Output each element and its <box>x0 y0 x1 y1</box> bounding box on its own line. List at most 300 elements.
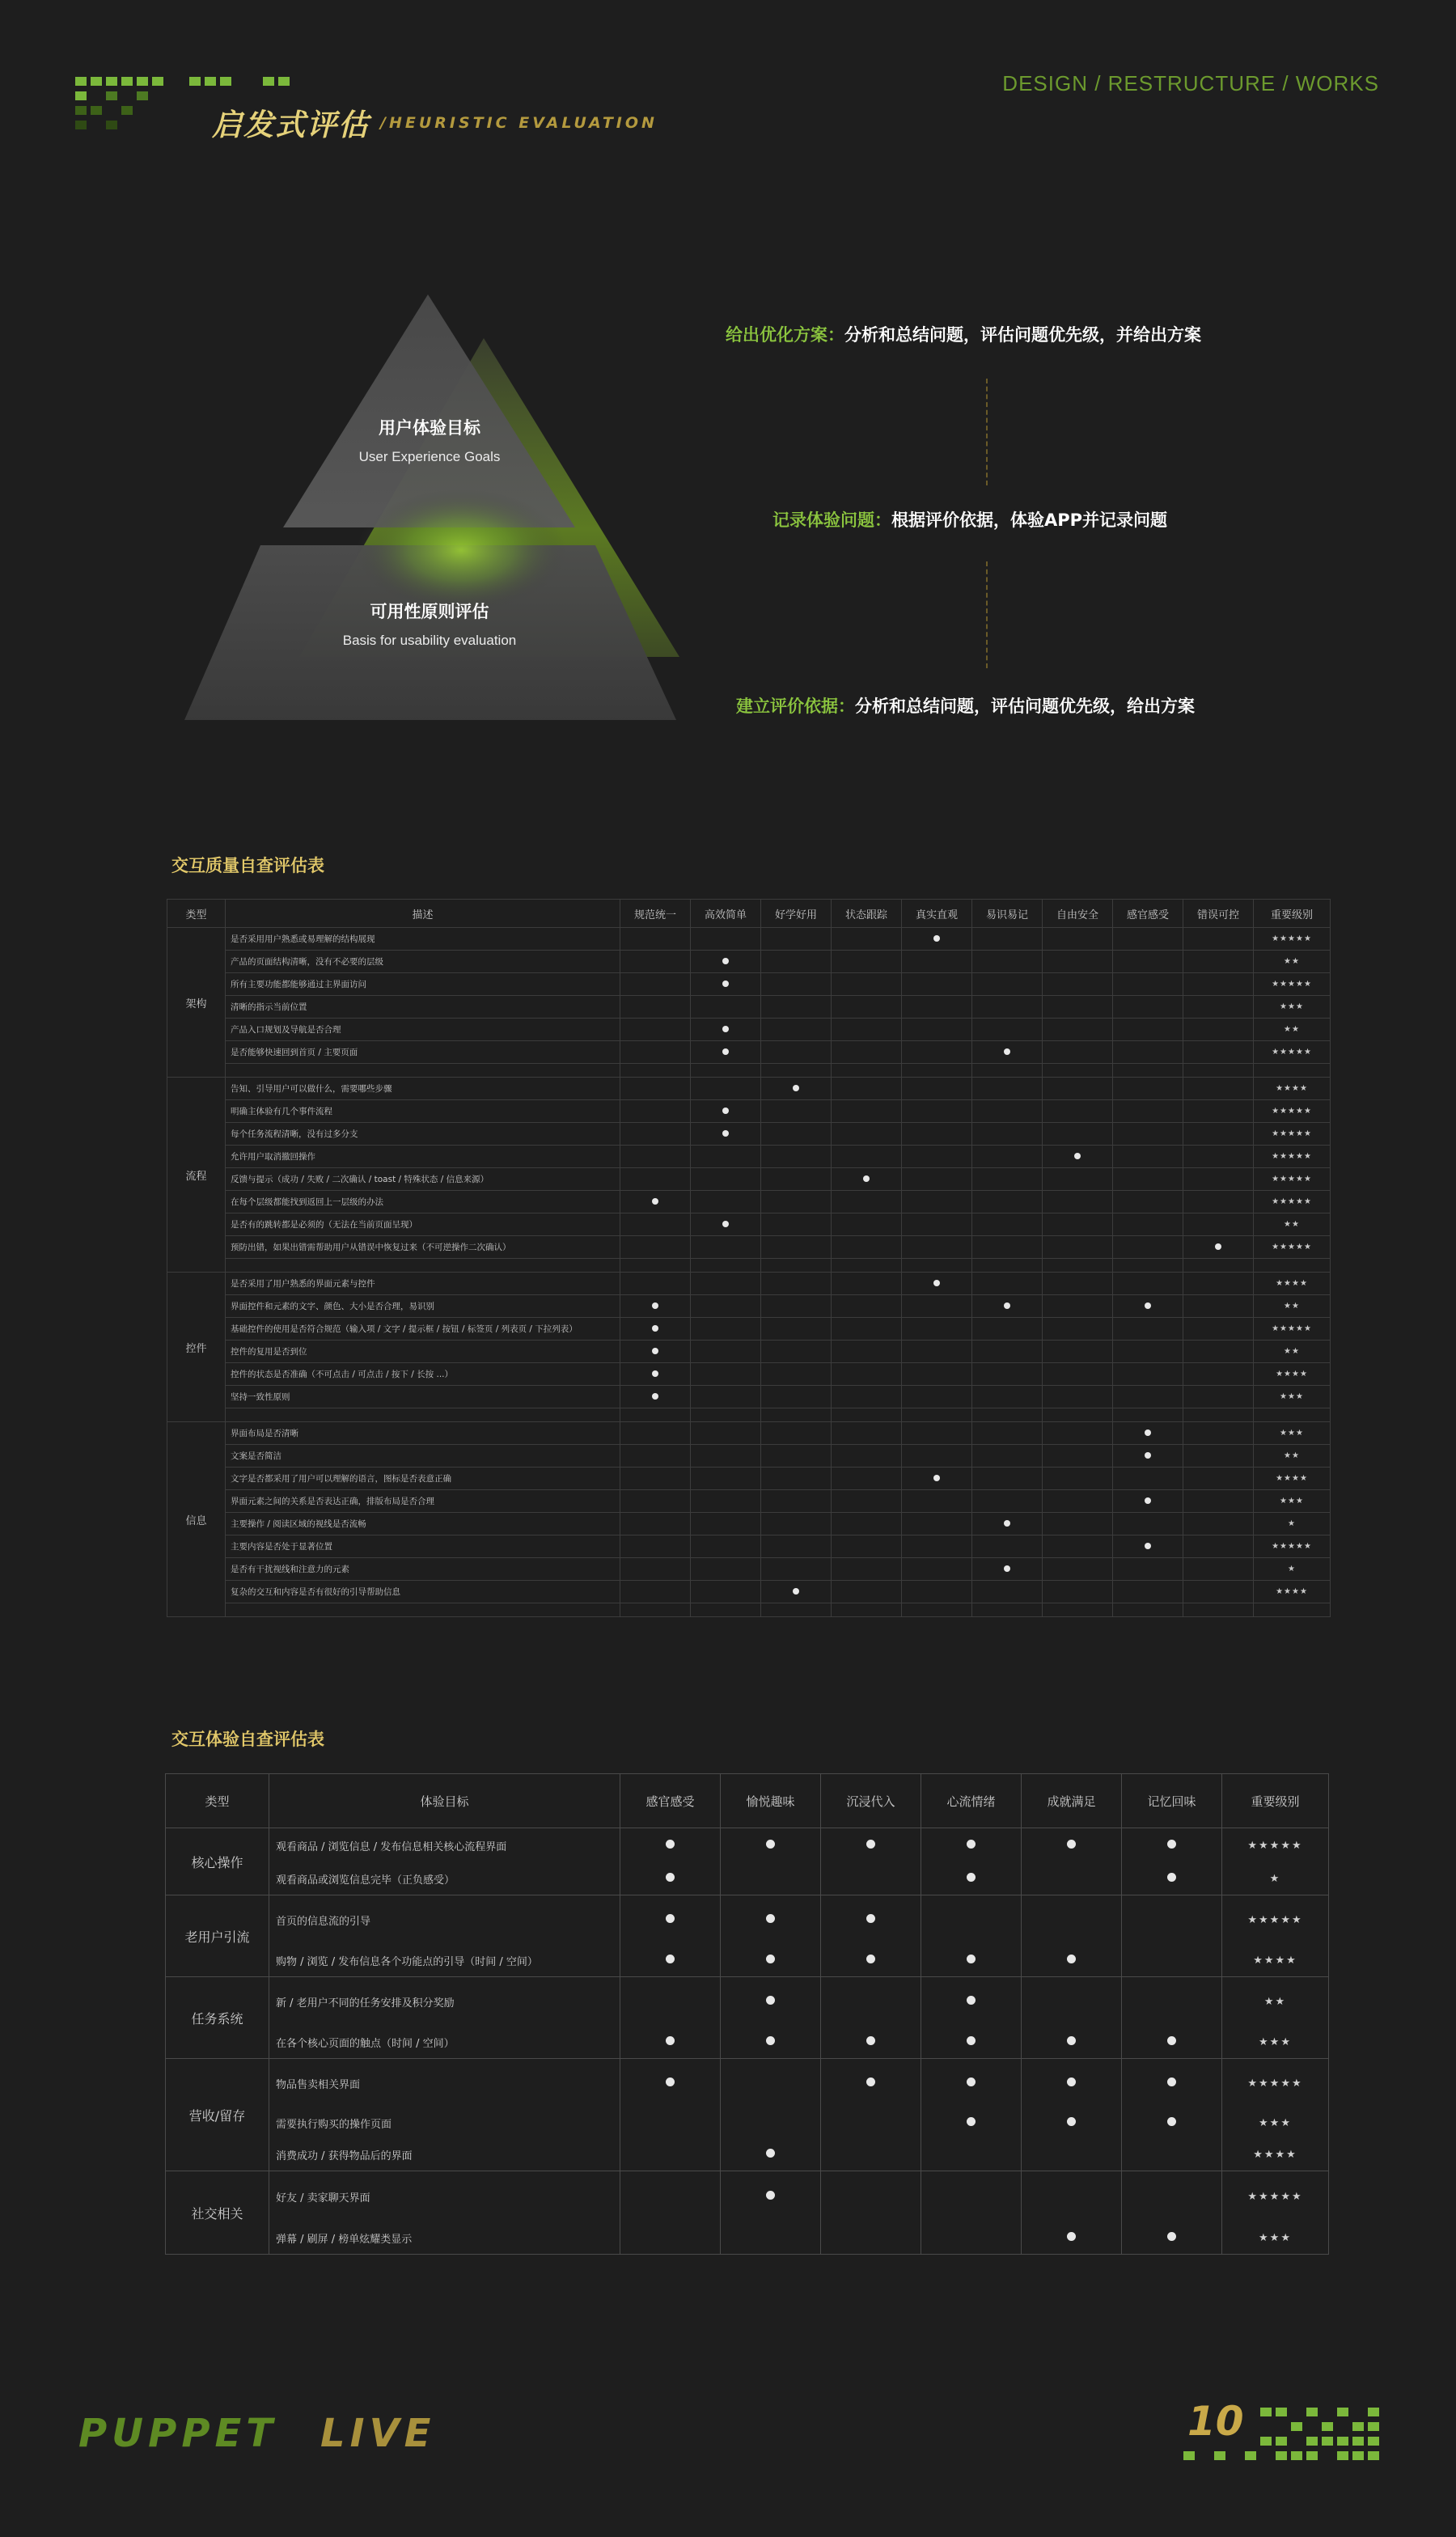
check-dot-icon <box>967 1996 976 2005</box>
table1-cell <box>761 1019 832 1041</box>
table1-cell <box>1113 1513 1183 1535</box>
table2-cell <box>821 2221 921 2255</box>
table1-cell <box>761 1445 832 1468</box>
table2-cell <box>1122 1895 1222 1945</box>
pyramid-bottom-label <box>268 599 591 649</box>
table1-desc: 产品的页面结构清晰，没有不必要的层级 <box>226 951 620 973</box>
table1-cell <box>972 1422 1043 1445</box>
table1-cell <box>691 1341 761 1363</box>
table2-cell <box>821 1862 921 1895</box>
table1-cell <box>691 1168 761 1191</box>
table1-header: 规范统一 <box>620 900 691 928</box>
table1-cell <box>1113 1581 1183 1603</box>
table1-cell <box>972 1558 1043 1581</box>
page-title: 启发式评估 <box>212 108 370 142</box>
table1-desc: 允许用户取消撤回操作 <box>226 1146 620 1168</box>
table1-cell <box>1183 973 1254 996</box>
table1-cell <box>1183 1558 1254 1581</box>
table1-desc: 在每个层级都能找到返回上一层级的办法 <box>226 1191 620 1213</box>
pyramid-graphic <box>162 283 696 736</box>
importance-stars: ★★★ <box>1222 2107 1329 2138</box>
table1-desc: 界面元素之间的关系是否表达正确，排版布局是否合理 <box>226 1490 620 1513</box>
table1-cell <box>832 1168 902 1191</box>
check-dot-icon <box>1167 2232 1176 2241</box>
table2-cell <box>821 2026 921 2059</box>
table1-spacer-cell <box>1183 1603 1254 1617</box>
table1-desc: 每个任务流程清晰，没有过多分支 <box>226 1123 620 1146</box>
table1-cell <box>1113 951 1183 973</box>
check-dot-icon <box>866 1914 875 1923</box>
table1-spacer-cell <box>972 1259 1043 1273</box>
table1-cell <box>1183 1386 1254 1408</box>
table1-cell <box>1113 1236 1183 1259</box>
table1-cell <box>761 1341 832 1363</box>
table1-spacer-cell <box>1043 1064 1113 1078</box>
table1-spacer-cell <box>832 1408 902 1422</box>
table2-cell <box>921 1862 1022 1895</box>
table-row <box>167 1513 1331 1535</box>
table1-cell <box>1113 1213 1183 1236</box>
table1-cell <box>620 1468 691 1490</box>
table1-cell <box>1043 1468 1113 1490</box>
table1-cell <box>620 951 691 973</box>
table1-spacer-cell <box>1183 1064 1254 1078</box>
table1-cell <box>691 1581 761 1603</box>
table1-cell <box>1183 1513 1254 1535</box>
table-row <box>167 1273 1331 1295</box>
table1-cell <box>1113 1191 1183 1213</box>
table1-title: 交互质量自查评估表 <box>171 856 324 875</box>
table-row <box>167 1123 1331 1146</box>
table1-spacer-cell <box>902 1064 972 1078</box>
table1-cell <box>1113 1558 1183 1581</box>
importance-stars: ★★★★★ <box>1254 1236 1331 1259</box>
table1-header: 真实直观 <box>902 900 972 928</box>
table1-spacer-cell <box>1113 1603 1183 1617</box>
table1-cell <box>1043 951 1113 973</box>
check-dot-icon <box>1004 1520 1010 1527</box>
table2-cell <box>1022 2138 1122 2171</box>
table1-cell <box>972 1100 1043 1123</box>
table2-cell <box>721 1828 821 1863</box>
table1-cell <box>620 1363 691 1386</box>
importance-stars: ★ <box>1254 1558 1331 1581</box>
table1-header: 重要级别 <box>1254 900 1331 928</box>
table1-desc: 是否能够快速回到首页 / 主要页面 <box>226 1041 620 1064</box>
table2-cell <box>721 1944 821 1977</box>
table1-cell <box>1043 1213 1113 1236</box>
table1-spacer-row <box>167 1259 1331 1273</box>
table2-cell <box>821 1895 921 1945</box>
table1-cell <box>691 1558 761 1581</box>
table1-spacer-cell <box>1113 1408 1183 1422</box>
importance-stars: ★★★★ <box>1254 1363 1331 1386</box>
table1-cell <box>902 1213 972 1236</box>
table1-cell <box>1183 1191 1254 1213</box>
table1-cell <box>902 1422 972 1445</box>
table1-cell <box>832 973 902 996</box>
check-dot-icon <box>766 2149 775 2158</box>
table2-cell <box>1122 1862 1222 1895</box>
table1-spacer-cell <box>1043 1259 1113 1273</box>
table1-spacer-cell <box>1254 1603 1331 1617</box>
table1-cell <box>972 1468 1043 1490</box>
table1-cell <box>1113 1535 1183 1558</box>
importance-stars: ★★★★ <box>1222 2138 1329 2171</box>
table-row <box>166 2026 1329 2059</box>
table1-cell <box>691 1041 761 1064</box>
table1-cell <box>1043 1535 1113 1558</box>
footer-brand-live: LIVE <box>320 2411 436 2456</box>
check-dot-icon <box>933 1280 940 1286</box>
check-dot-icon <box>666 2036 675 2045</box>
check-dot-icon <box>967 2117 976 2126</box>
interaction-experience-table <box>165 1773 1329 2255</box>
header-breadcrumb: DESIGN / RESTRUCTURE / WORKS <box>1002 71 1379 95</box>
table1-cell <box>691 1363 761 1386</box>
table1-cell <box>972 1535 1043 1558</box>
table-row <box>167 1295 1331 1318</box>
table1-cell <box>761 1041 832 1064</box>
table2-cell <box>1022 2059 1122 2108</box>
check-dot-icon <box>967 2036 976 2045</box>
table2-cell <box>1022 2221 1122 2255</box>
table1-cell <box>832 1490 902 1513</box>
table1-spacer-cell <box>902 1259 972 1273</box>
table2-header: 感官感受 <box>620 1774 721 1828</box>
table2-category: 老用户引流 <box>166 1895 269 1977</box>
table2-cell <box>821 1828 921 1863</box>
table1-desc: 界面控件和元素的文字、颜色、大小是否合理，易识别 <box>226 1295 620 1318</box>
step-record: 记录体验问题：根据评价依据，体验APP并记录问题 <box>772 510 1168 530</box>
table-row <box>167 1422 1331 1445</box>
check-dot-icon <box>1067 2036 1076 2045</box>
check-dot-icon <box>766 2036 775 2045</box>
table2-cell <box>821 1944 921 1977</box>
table1-cell <box>902 1581 972 1603</box>
table1-spacer-cell <box>761 1408 832 1422</box>
table1-desc: 告知、引导用户可以做什么，需要哪些步骤 <box>226 1078 620 1100</box>
table1-cell <box>761 1078 832 1100</box>
check-dot-icon <box>1167 1873 1176 1882</box>
table2-cell <box>921 1977 1022 2027</box>
table1-spacer-cell <box>620 1408 691 1422</box>
table1-cell <box>902 996 972 1019</box>
check-dot-icon <box>1074 1153 1081 1159</box>
importance-stars: ★★ <box>1254 1341 1331 1363</box>
table1-spacer-cell <box>691 1603 761 1617</box>
table1-spacer-cell <box>1254 1408 1331 1422</box>
table1-desc: 所有主要功能都能够通过主界面访问 <box>226 973 620 996</box>
table-row <box>167 973 1331 996</box>
table2-cell <box>721 1862 821 1895</box>
table2-desc: 弹幕 / 刷屏 / 榜单炫耀类显示 <box>269 2221 620 2255</box>
table1-desc: 主要内容是否处于显著位置 <box>226 1535 620 1558</box>
table2-header: 类型 <box>166 1774 269 1828</box>
table1-spacer-cell <box>620 1603 691 1617</box>
table1-cell <box>832 1468 902 1490</box>
table2-cell <box>821 2059 921 2108</box>
table1-cell <box>761 1213 832 1236</box>
table-row <box>167 1191 1331 1213</box>
check-dot-icon <box>1145 1543 1151 1549</box>
table1-cell <box>832 928 902 951</box>
table2-cell <box>1122 2138 1222 2171</box>
importance-stars: ★★★★★ <box>1254 1535 1331 1558</box>
table1-spacer-cell <box>691 1259 761 1273</box>
table2-cell <box>721 2171 821 2222</box>
table1-cell <box>972 1236 1043 1259</box>
table1-header: 描述 <box>226 900 620 928</box>
table1-cell <box>620 1386 691 1408</box>
table1-cell <box>972 951 1043 973</box>
check-dot-icon <box>967 2077 976 2086</box>
table1-cell <box>1043 1363 1113 1386</box>
table1-cell <box>1043 1078 1113 1100</box>
check-dot-icon <box>652 1393 658 1400</box>
table1-cell <box>1043 1273 1113 1295</box>
table1-cell <box>832 1123 902 1146</box>
pyramid-top-label <box>268 415 591 465</box>
table1-cell <box>1183 1581 1254 1603</box>
table1-cell <box>691 1078 761 1100</box>
importance-stars: ★★★ <box>1254 1422 1331 1445</box>
table1-cell <box>972 928 1043 951</box>
table1-cell <box>691 1295 761 1318</box>
check-dot-icon <box>1215 1243 1221 1250</box>
importance-stars: ★★★★★ <box>1254 1123 1331 1146</box>
table1-cell <box>832 1318 902 1341</box>
table1-cell <box>1043 1019 1113 1041</box>
table2-cell <box>620 1977 721 2027</box>
table1-cell <box>620 1341 691 1363</box>
table2-cell <box>821 1977 921 2027</box>
table1-spacer-row <box>167 1603 1331 1617</box>
importance-stars: ★ <box>1222 1862 1329 1895</box>
table1-cell <box>691 1468 761 1490</box>
table1-header: 感官感受 <box>1113 900 1183 928</box>
table1-cell <box>902 1386 972 1408</box>
table2-desc: 消费成功 / 获得物品后的界面 <box>269 2138 620 2171</box>
table1-cell <box>902 1191 972 1213</box>
check-dot-icon <box>666 1873 675 1882</box>
table-row <box>167 1019 1331 1041</box>
step-basis: 建立评价依据：分析和总结问题，评估问题优先级，给出方案 <box>736 697 1195 716</box>
table-row <box>167 1468 1331 1490</box>
table1-cell <box>972 1386 1043 1408</box>
table2-cell <box>921 1944 1022 1977</box>
table1-cell <box>1183 1168 1254 1191</box>
table1-cell <box>691 1236 761 1259</box>
table1-cell <box>1113 996 1183 1019</box>
importance-stars: ★★ <box>1254 1213 1331 1236</box>
check-dot-icon <box>967 1840 976 1849</box>
check-dot-icon <box>866 2036 875 2045</box>
table1-category: 信息 <box>167 1422 226 1617</box>
table1-cell <box>972 1041 1043 1064</box>
table1-cell <box>832 1445 902 1468</box>
check-dot-icon <box>933 1475 940 1481</box>
table1-cell <box>972 996 1043 1019</box>
pyramid-bottom-en: Basis for usability evaluation <box>342 633 517 648</box>
table1-cell <box>691 1019 761 1041</box>
table1-desc: 复杂的交互和内容是否有很好的引导帮助信息 <box>226 1581 620 1603</box>
table1-spacer-cell <box>226 1259 620 1273</box>
importance-stars: ★★★★ <box>1254 1078 1331 1100</box>
table2-header: 沉浸代入 <box>821 1774 921 1828</box>
importance-stars: ★★ <box>1254 1019 1331 1041</box>
table2-category: 营收/留存 <box>166 2059 269 2171</box>
table1-spacer-cell <box>761 1603 832 1617</box>
table2-cell <box>921 2026 1022 2059</box>
check-dot-icon <box>722 1026 729 1032</box>
table1-spacer-cell <box>1183 1259 1254 1273</box>
table2-header: 愉悦趣味 <box>721 1774 821 1828</box>
table2-cell <box>921 2059 1022 2108</box>
table1-cell <box>972 1318 1043 1341</box>
check-dot-icon <box>766 1996 775 2005</box>
table1-cell <box>902 951 972 973</box>
check-dot-icon <box>793 1085 799 1091</box>
table1-cell <box>620 1558 691 1581</box>
table1-cell <box>972 1078 1043 1100</box>
table2-cell <box>721 2059 821 2108</box>
table1-cell <box>972 1295 1043 1318</box>
table1-cell <box>902 1535 972 1558</box>
check-dot-icon <box>1167 2117 1176 2126</box>
table1-cell <box>691 928 761 951</box>
importance-stars: ★★★★★ <box>1254 1318 1331 1341</box>
table2-desc: 新 / 老用户不同的任务安排及积分奖励 <box>269 1977 620 2027</box>
table1-cell <box>972 1581 1043 1603</box>
table1-cell <box>902 1295 972 1318</box>
table1-header: 高效简单 <box>691 900 761 928</box>
table1-cell <box>832 1213 902 1236</box>
table1-cell <box>1113 1445 1183 1468</box>
table2-cell <box>921 1828 1022 1863</box>
table1-cell <box>1043 1513 1113 1535</box>
table1-cell <box>620 1445 691 1468</box>
table1-cell <box>1183 1213 1254 1236</box>
table1-cell <box>691 1445 761 1468</box>
table1-cell <box>1043 1100 1113 1123</box>
table2-cell <box>821 2107 921 2138</box>
table2-cell <box>921 1895 1022 1945</box>
interaction-quality-table <box>167 899 1331 1617</box>
table2-cell <box>1022 2026 1122 2059</box>
table1-cell <box>902 1168 972 1191</box>
table2-cell <box>921 2221 1022 2255</box>
table1-desc: 清晰的指示当前位置 <box>226 996 620 1019</box>
table2-header: 成就满足 <box>1022 1774 1122 1828</box>
table-row <box>167 996 1331 1019</box>
table2-cell <box>721 1895 821 1945</box>
table1-spacer-cell <box>972 1603 1043 1617</box>
check-dot-icon <box>652 1348 658 1354</box>
table1-desc: 预防出错，如果出错需帮助用户从错误中恢复过来（不可逆操作二次确认） <box>226 1236 620 1259</box>
check-dot-icon <box>766 1914 775 1923</box>
check-dot-icon <box>967 1955 976 1963</box>
table1-cell <box>691 951 761 973</box>
table1-cell <box>832 1513 902 1535</box>
table1-cell <box>620 1581 691 1603</box>
table2-cell <box>620 2171 721 2222</box>
table1-cell <box>761 1490 832 1513</box>
table1-spacer-cell <box>761 1064 832 1078</box>
table2-cell <box>620 1944 721 1977</box>
importance-stars: ★★★★★ <box>1254 1168 1331 1191</box>
importance-stars: ★★★★★ <box>1254 1041 1331 1064</box>
table1-cell <box>832 1386 902 1408</box>
check-dot-icon <box>722 980 729 987</box>
table1-cell <box>691 1213 761 1236</box>
table1-cell <box>620 1318 691 1341</box>
check-dot-icon <box>1004 1302 1010 1309</box>
table1-spacer-cell <box>1254 1259 1331 1273</box>
table1-cell <box>761 928 832 951</box>
table1-cell <box>1113 1318 1183 1341</box>
table1-cell <box>761 1318 832 1341</box>
table1-cell <box>832 1581 902 1603</box>
check-dot-icon <box>863 1175 870 1182</box>
table1-cell <box>1043 1041 1113 1064</box>
table1-cell <box>1113 928 1183 951</box>
check-dot-icon <box>652 1198 658 1205</box>
table2-desc: 好友 / 卖家聊天界面 <box>269 2171 620 2222</box>
table1-spacer-cell <box>761 1259 832 1273</box>
check-dot-icon <box>1167 2077 1176 2086</box>
check-dot-icon <box>666 2077 675 2086</box>
table1-cell <box>761 1558 832 1581</box>
table1-cell <box>972 1513 1043 1535</box>
table1-cell <box>620 1422 691 1445</box>
check-dot-icon <box>666 1840 675 1849</box>
table2-cell <box>620 2138 721 2171</box>
table1-cell <box>761 973 832 996</box>
table-row <box>167 1213 1331 1236</box>
table-row <box>167 1386 1331 1408</box>
table1-cell <box>1183 1078 1254 1100</box>
importance-stars: ★★★★ <box>1222 1944 1329 1977</box>
table1-cell <box>972 1146 1043 1168</box>
table-row <box>166 2138 1329 2171</box>
table2-cell <box>1122 2026 1222 2059</box>
table1-cell <box>902 1100 972 1123</box>
table1-desc: 是否采用了用户熟悉的界面元素与控件 <box>226 1273 620 1295</box>
check-dot-icon <box>1067 1840 1076 1849</box>
table1-cell <box>1183 1363 1254 1386</box>
table1-cell <box>832 1100 902 1123</box>
table-row <box>167 951 1331 973</box>
table2-header: 记忆回味 <box>1122 1774 1222 1828</box>
table1-cell <box>972 1490 1043 1513</box>
table1-cell <box>1113 1386 1183 1408</box>
table2-cell <box>1122 2221 1222 2255</box>
table2-desc: 购物 / 浏览 / 发布信息各个功能点的引导（时间 / 空间） <box>269 1944 620 1977</box>
table-row <box>166 2171 1329 2222</box>
importance-stars: ★★★★ <box>1254 1468 1331 1490</box>
check-dot-icon <box>967 1873 976 1882</box>
table1-cell <box>1183 1535 1254 1558</box>
table1-cell <box>1183 1318 1254 1341</box>
table1-cell <box>761 1581 832 1603</box>
importance-stars: ★★★★★ <box>1254 1146 1331 1168</box>
check-dot-icon <box>1067 1955 1076 1963</box>
table1-cell <box>1183 1490 1254 1513</box>
table1-cell <box>1113 1078 1183 1100</box>
check-dot-icon <box>766 1840 775 1849</box>
table1-cell <box>691 1123 761 1146</box>
